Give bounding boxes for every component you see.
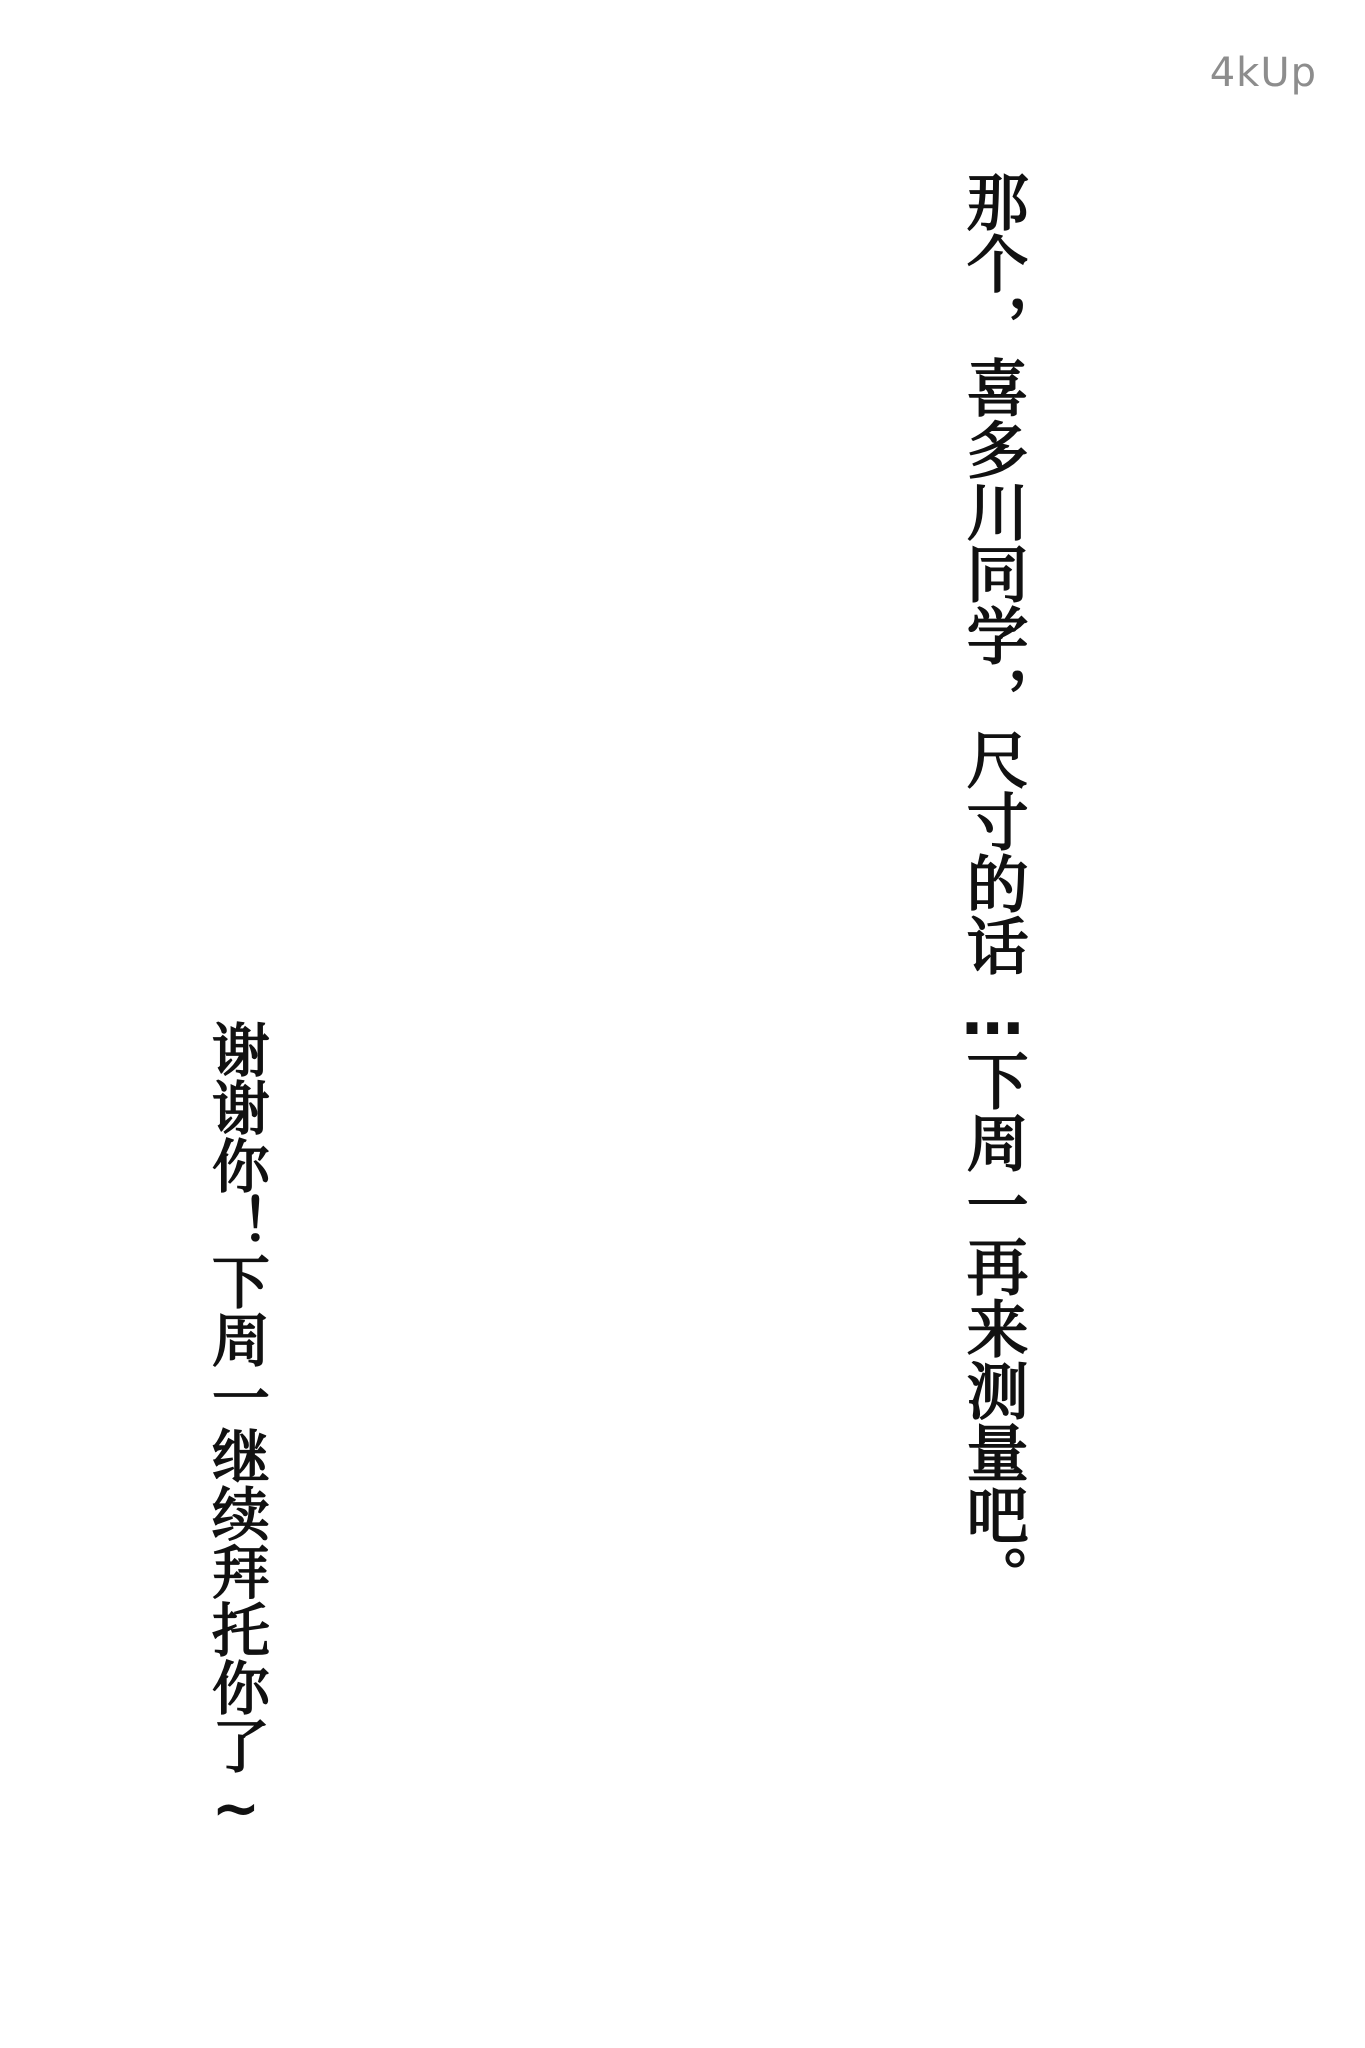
watermark-label: 4kUp xyxy=(1209,50,1317,96)
dialogue-text-1: 那个，喜多川同学，尺寸的话…下周一再来测量吧。 xyxy=(956,170,1030,1607)
dialogue-text-2: 谢谢你！下周一继续拜托你了~ xyxy=(201,1020,270,1842)
